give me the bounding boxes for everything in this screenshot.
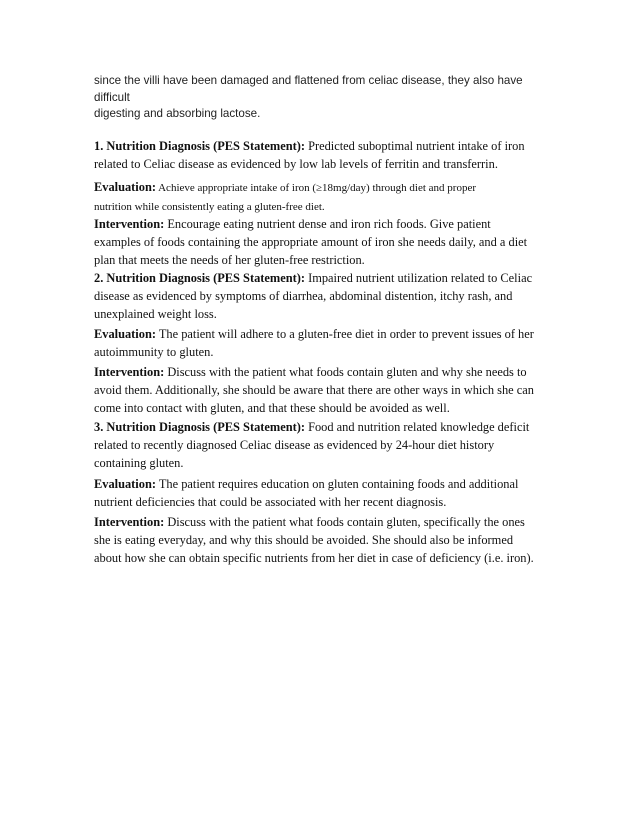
intervention-2-label: Intervention: (94, 365, 165, 379)
evaluation-1 (94, 178, 559, 216)
diagnosis-1 (94, 137, 559, 173)
diagnosis-3 (94, 418, 559, 472)
evaluation-2-text: The patient will adhere to a gluten-free diet in order to prevent issues of her autoimmunity to gluten. (94, 327, 534, 359)
diagnosis-2-text: Impaired nutrient utilization related to Celiac disease as evidenced by symptoms of diarrhea, abdominal distention, itchy rash, and unexplained weight loss. (94, 271, 533, 321)
diagnosis-3-label: 3. Nutrition Diagnosis (PES Statement): (94, 420, 305, 434)
evaluation-3-label: Evaluation: (94, 477, 156, 491)
diagnosis-1-text: Predicted suboptimal nutrient intake of iron related to Celiac disease as evidenced by low lab levels of ferritin and transferrin. (94, 139, 525, 171)
intervention-1 (94, 215, 559, 269)
evaluation-2 (94, 325, 559, 361)
intervention-3-label: Intervention: (94, 515, 165, 529)
intro-paragraph: since the villi have been damaged and flattened from celiac disease, they also have difficult digesting and absorbing lactose. (94, 74, 523, 120)
intervention-1-text: Encourage eating nutrient dense and iron rich foods. Give patient examples of foods containing the appropriate amount of iron she needs daily, and a diet plan that meets the needs of her gluten-free restriction. (94, 217, 528, 267)
diagnosis-2 (94, 269, 559, 323)
evaluation-2-label: Evaluation: (94, 327, 156, 341)
diagnosis-3-text: Food and nutrition related knowledge deficit related to recently diagnosed Celiac disease as evidenced by 24-hour diet history containing gluten. (94, 420, 530, 470)
intervention-3-text: Discuss with the patient what foods contain gluten, specifically the ones she is eating everyday, and why this should be avoided. She should also be informed about how she can obtain specific nutrients from her diet in case of deficiency (i.e. iron). (94, 515, 534, 565)
intervention-2-text: Discuss with the patient what foods contain gluten and why she needs to avoid them. Additionally, she should be aware that there are other ways in which she can come into contact with gluten, and that these should be avoided as well. (94, 365, 534, 415)
intervention-3 (94, 513, 559, 567)
evaluation-1-text: Achieve appropriate intake of iron (≥18mg/day) through diet and proper nutrition while consistently eating a gluten-free diet. (94, 182, 477, 213)
diagnosis-1-label: 1. Nutrition Diagnosis (PES Statement): (94, 139, 305, 153)
evaluation-3 (94, 475, 559, 511)
evaluation-1-label: Evaluation: (94, 180, 156, 194)
intervention-1-label: Intervention: (94, 217, 165, 231)
diagnosis-2-label: 2. Nutrition Diagnosis (PES Statement): (94, 271, 305, 285)
evaluation-3-text: The patient requires education on gluten containing foods and additional nutrient deficiencies that could be associated with her recent diagnosis. (94, 477, 519, 509)
intervention-2 (94, 363, 559, 417)
